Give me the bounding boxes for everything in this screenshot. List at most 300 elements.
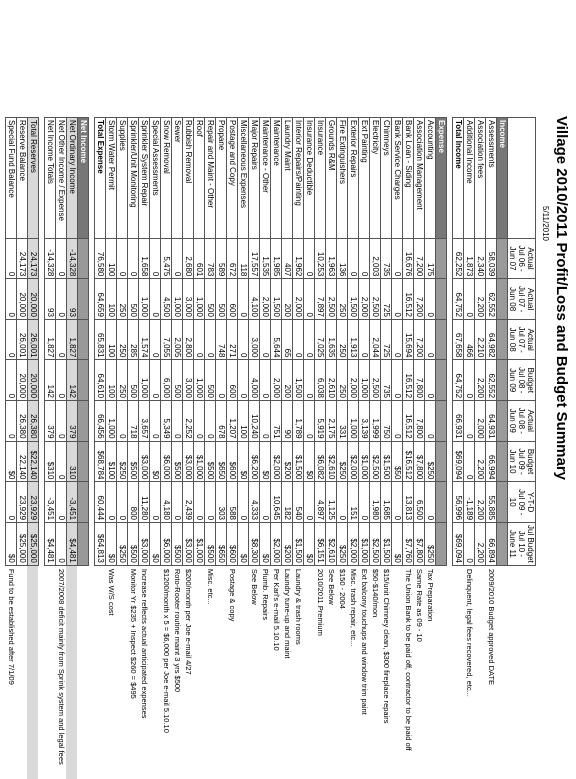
value-cell: 5,919: [315, 401, 326, 442]
column-header: Budget Jul 09 - Jun 10: [508, 441, 536, 482]
note-cell: Same Rate as 09 - 10: [414, 565, 425, 779]
value-cell: 0: [425, 401, 436, 442]
row-label: Additional Income: [464, 118, 475, 239]
value-cell: 0: [56, 360, 67, 401]
value-cell: 2,000: [293, 279, 304, 320]
value-cell: 379: [45, 401, 56, 442]
note-cell: Monitor Yr $235 + Inspect $260 = $495: [128, 565, 139, 779]
report-date: 5/11/2010: [541, 206, 550, 241]
value-cell: $0: [238, 523, 249, 566]
value-cell: $25,000: [28, 523, 39, 566]
value-cell: $500: [172, 441, 183, 482]
note-cell: The Union Bank to be paid off, contractor to be paid off: [403, 565, 414, 779]
note-cell: Roto-Rooter routine maint 3 yrs $500: [172, 565, 183, 779]
row-label: Major Repairs: [249, 118, 260, 239]
row-label: Roof: [194, 118, 205, 239]
value-cell: 751: [271, 401, 282, 442]
value-cell: 100: [106, 319, 117, 360]
column-header: Jul Budget Jul 10 - June 11: [508, 523, 536, 566]
value-cell: 0: [172, 401, 183, 442]
table-row: [128, 118, 139, 779]
value-cell: $0: [260, 441, 271, 482]
value-cell: 4,180: [161, 482, 172, 523]
value-cell: $0: [150, 523, 161, 566]
value-cell: 250: [117, 279, 128, 320]
value-cell: 1,999: [370, 401, 381, 442]
value-cell: 3,000: [183, 360, 194, 401]
table-row: [216, 118, 227, 779]
value-cell: $600: [227, 523, 238, 566]
value-cell: 600: [227, 360, 238, 401]
table-row: [271, 118, 282, 779]
value-cell: 76,580: [95, 238, 106, 279]
row-label: Net Income Totals: [45, 118, 56, 239]
table-row: [117, 118, 128, 779]
value-cell: [436, 319, 447, 360]
value-cell: 4,100: [249, 279, 260, 320]
note-cell: Plumb. Repairs: [260, 565, 271, 779]
value-cell: 0: [150, 319, 161, 360]
value-cell: 0: [56, 523, 67, 566]
value-cell: 0: [425, 279, 436, 320]
value-cell: 0: [150, 401, 161, 442]
table-row: [293, 118, 304, 779]
value-cell: 0: [304, 482, 315, 523]
value-cell: 0: [304, 319, 315, 360]
spacer-cell: [447, 118, 453, 779]
row-label: Association Management: [414, 118, 425, 239]
table-row: [381, 118, 392, 779]
table-row: [337, 118, 348, 779]
value-cell: 1,000: [348, 401, 359, 442]
value-cell: 7,200: [414, 319, 425, 360]
table-row: [326, 118, 337, 779]
value-cell: 0: [194, 482, 205, 523]
value-cell: 2,210: [475, 319, 486, 360]
spacer-cell: [39, 118, 45, 779]
row-label: Propane: [216, 118, 227, 239]
row-label: Storm Water Permit: [106, 118, 117, 239]
value-cell: 0: [6, 319, 17, 360]
value-cell: $500: [205, 523, 216, 566]
row-label: Accounting: [425, 118, 436, 239]
value-cell: 1,574: [139, 319, 150, 360]
value-cell: 725: [381, 319, 392, 360]
row-label: Chimneys: [381, 118, 392, 239]
value-cell: $50: [392, 441, 403, 482]
value-cell: $1,500: [293, 441, 304, 482]
value-cell: 783: [205, 238, 216, 279]
value-cell: 500: [128, 360, 139, 401]
value-cell: 250: [117, 360, 128, 401]
value-cell: 15,694: [403, 319, 414, 360]
row-label: Maintenance - Other: [260, 118, 271, 239]
value-cell: 379: [67, 401, 78, 442]
value-cell: $250: [337, 523, 348, 566]
value-cell: 303: [216, 482, 227, 523]
value-cell: $650: [216, 523, 227, 566]
table-row: [28, 118, 39, 779]
value-cell: 64,752: [453, 360, 464, 401]
note-cell: See Below: [326, 565, 337, 779]
value-cell: $22,140: [28, 441, 39, 482]
value-cell: $1,500: [381, 441, 392, 482]
value-cell: 0: [359, 238, 370, 279]
table-row: [497, 118, 508, 779]
value-cell: 0: [6, 238, 17, 279]
note-cell: [150, 565, 161, 779]
value-cell: 2,175: [326, 401, 337, 442]
row-label: Net Ordinary Income: [67, 118, 78, 239]
value-cell: $500: [128, 523, 139, 566]
value-cell: 0: [304, 401, 315, 442]
table-row: [436, 118, 447, 779]
value-cell: 100: [238, 401, 249, 442]
value-cell: [497, 441, 508, 482]
value-cell: 22,140: [17, 441, 28, 482]
page-title: Village 2010/2011 Profit/Loss and Budget Summary: [553, 116, 570, 481]
value-cell: $200: [282, 441, 293, 482]
value-cell: 0: [117, 482, 128, 523]
value-cell: 23,929: [17, 482, 28, 523]
value-cell: 1,789: [293, 401, 304, 442]
note-cell: [216, 565, 227, 779]
value-cell: 3,000: [183, 279, 194, 320]
value-cell: 540: [293, 482, 304, 523]
value-cell: 20,000: [28, 279, 39, 320]
value-cell: 331: [337, 401, 348, 442]
row-label: Grounds R&M: [326, 118, 337, 239]
row-label: Insurance: [315, 118, 326, 239]
value-cell: 735: [381, 238, 392, 279]
row-label: Rubbish Removal: [183, 118, 194, 239]
value-cell: 5,644: [271, 319, 282, 360]
value-cell: 466: [464, 319, 475, 360]
table-row: [238, 118, 249, 779]
value-cell: [78, 238, 89, 279]
value-cell: 0: [216, 360, 227, 401]
value-cell: 118: [238, 238, 249, 279]
row-label: Fire Extinguishers: [337, 118, 348, 239]
row-label: Postage and Copy: [227, 118, 238, 239]
value-cell: 66,894: [486, 523, 497, 566]
value-cell: 26,001: [28, 319, 39, 360]
value-cell: 67,658: [453, 319, 464, 360]
row-label: Net Income: [78, 118, 89, 239]
value-cell: 1,000: [106, 401, 117, 442]
table-row: [414, 118, 425, 779]
value-cell: 93: [67, 279, 78, 320]
value-cell: 0: [348, 238, 359, 279]
value-cell: 672: [227, 238, 238, 279]
value-cell: [497, 523, 508, 566]
value-cell: 64,982: [486, 319, 497, 360]
value-cell: $4,481: [45, 523, 56, 566]
value-cell: 1,000: [172, 279, 183, 320]
value-cell: 0: [172, 482, 183, 523]
value-cell: 60,444: [95, 482, 106, 523]
table-row: [56, 118, 67, 779]
value-cell: $7,800: [414, 441, 425, 482]
value-cell: 24,173: [28, 238, 39, 279]
value-cell: 56,996: [453, 482, 464, 523]
value-cell: 1,980: [370, 482, 381, 523]
value-cell: 1,000: [194, 360, 205, 401]
value-cell: 17,557: [249, 238, 260, 279]
value-cell: 66,994: [486, 441, 497, 482]
note-cell: [475, 565, 486, 779]
value-cell: [436, 360, 447, 401]
value-cell: 0: [56, 279, 67, 320]
value-cell: 0: [150, 360, 161, 401]
value-cell: 55,885: [486, 482, 497, 523]
value-cell: 62,552: [486, 279, 497, 320]
table-row: [359, 118, 370, 779]
value-cell: [497, 482, 508, 523]
value-cell: 0: [464, 523, 475, 566]
value-cell: 90: [282, 401, 293, 442]
value-cell: 250: [337, 279, 348, 320]
note-cell: [67, 565, 78, 779]
value-cell: 26,001: [17, 319, 28, 360]
value-cell: 0: [260, 401, 271, 442]
value-cell: 2,340: [475, 238, 486, 279]
value-cell: 1,985: [271, 238, 282, 279]
value-cell: 0: [6, 401, 17, 442]
table-row: [348, 118, 359, 779]
value-cell: [78, 482, 89, 523]
value-cell: 2,439: [183, 482, 194, 523]
table-row: [161, 118, 172, 779]
table-row: [304, 118, 315, 779]
note-cell: [95, 565, 106, 779]
row-label: Expense: [436, 118, 447, 239]
table-row: [227, 118, 238, 779]
value-cell: 4,000: [249, 360, 260, 401]
note-cell: Tax Preparation: [425, 565, 436, 779]
value-cell: 0: [205, 482, 216, 523]
row-label: Interior Repairs/Painting: [293, 118, 304, 239]
value-cell: 0: [205, 401, 216, 442]
value-cell: 16,676: [403, 238, 414, 279]
value-cell: 0: [238, 482, 249, 523]
value-cell: 2,200: [475, 523, 486, 566]
value-cell: 2,044: [370, 319, 381, 360]
value-cell: 2,000: [271, 360, 282, 401]
value-cell: 5,475: [161, 238, 172, 279]
value-cell: 142: [67, 360, 78, 401]
value-cell: $3,000: [183, 523, 194, 566]
value-cell: 0: [6, 482, 17, 523]
value-cell: 2,200: [475, 482, 486, 523]
value-cell: 748: [216, 319, 227, 360]
note-cell: $15/unit Chimney clean, $300 fireplace repairs: [381, 565, 392, 779]
value-cell: 0: [425, 360, 436, 401]
value-cell: 588: [227, 482, 238, 523]
value-cell: [78, 360, 89, 401]
value-cell: 64,752: [453, 279, 464, 320]
value-cell: $600: [227, 441, 238, 482]
row-label: Net Other Income / Expense: [56, 118, 67, 239]
value-cell: 0: [128, 238, 139, 279]
table-row: [392, 118, 403, 779]
note-cell: Laundry tune-up and maint: [282, 565, 293, 779]
value-cell: 0: [194, 319, 205, 360]
table-row: [403, 118, 414, 779]
value-cell: 0: [425, 319, 436, 360]
row-label: Income: [497, 118, 508, 239]
table-header-row: [508, 118, 536, 779]
value-cell: 2,005: [172, 319, 183, 360]
value-cell: $2,610: [326, 523, 337, 566]
value-cell: $6,000: [161, 523, 172, 566]
table-row: [282, 118, 293, 779]
value-cell: 500: [128, 279, 139, 320]
value-cell: 1,913: [348, 319, 359, 360]
value-cell: $0: [392, 523, 403, 566]
row-label: Laundry Maint: [282, 118, 293, 239]
value-cell: $16,512: [403, 441, 414, 482]
value-cell: 750: [381, 401, 392, 442]
value-cell: 0: [337, 482, 348, 523]
note-cell: [117, 565, 128, 779]
value-cell: 16,512: [403, 279, 414, 320]
value-cell: 2,003: [370, 238, 381, 279]
value-cell: $0: [6, 441, 17, 482]
value-cell: 0: [172, 238, 183, 279]
row-label: Total Income: [453, 118, 464, 239]
note-cell: Increase reflects actual anticipated expenses: [139, 565, 150, 779]
value-cell: 271: [227, 319, 238, 360]
value-cell: $3,000: [139, 523, 150, 566]
value-cell: 100: [106, 360, 117, 401]
value-cell: $250: [117, 523, 128, 566]
value-cell: 3,657: [139, 401, 150, 442]
value-cell: $1,000: [359, 523, 370, 566]
value-cell: 2,000: [348, 360, 359, 401]
value-cell: 6,000: [161, 360, 172, 401]
value-cell: 0: [464, 441, 475, 482]
value-cell: $25,000: [17, 523, 28, 566]
table-row: [139, 118, 150, 779]
table-row: [67, 118, 78, 779]
value-cell: $6,000: [161, 441, 172, 482]
table-row: [6, 118, 17, 779]
value-cell: 2,200: [475, 279, 486, 320]
value-cell: 0: [304, 279, 315, 320]
table-row: [425, 118, 436, 779]
value-cell: 2,000: [359, 279, 370, 320]
value-cell: $8,300: [249, 523, 260, 566]
table-body: [6, 118, 508, 779]
note-cell: Delinquent, legal fees recovered, etc...: [464, 565, 475, 779]
value-cell: $250: [425, 523, 436, 566]
value-cell: 500: [205, 279, 216, 320]
value-cell: 23,929: [28, 482, 39, 523]
note-cell: [436, 565, 447, 779]
note-cell: 2010/2011 Premium: [315, 565, 326, 779]
value-cell: 182: [282, 482, 293, 523]
value-cell: 20,000: [17, 360, 28, 401]
value-cell: $250: [337, 441, 348, 482]
value-cell: [497, 238, 508, 279]
column-header: Actual Jul 07 - Jun 08: [508, 279, 536, 320]
value-cell: 0: [464, 401, 475, 442]
value-cell: 0: [238, 279, 249, 320]
value-cell: $2,000: [271, 523, 282, 566]
value-cell: -3,451: [45, 482, 56, 523]
row-label: Bank Service Charges: [392, 118, 403, 239]
value-cell: 7,897: [315, 279, 326, 320]
value-cell: 62,252: [453, 238, 464, 279]
table-row: [78, 118, 89, 779]
value-cell: 250: [337, 360, 348, 401]
value-cell: 0: [56, 401, 67, 442]
value-cell: 310: [67, 441, 78, 482]
value-cell: $69,094: [453, 441, 464, 482]
value-cell: 0: [392, 238, 403, 279]
value-cell: 0: [6, 279, 17, 320]
value-cell: 0: [293, 319, 304, 360]
value-cell: $7,760: [403, 523, 414, 566]
column-header: Actual Jul 08 - Jun 09: [508, 401, 536, 442]
value-cell: 6,500: [414, 482, 425, 523]
value-cell: $6,082: [315, 441, 326, 482]
value-cell: 4,897: [315, 482, 326, 523]
note-cell: [392, 565, 403, 779]
value-cell: 0: [194, 401, 205, 442]
value-cell: 0: [205, 319, 216, 360]
value-cell: 285: [128, 319, 139, 360]
value-cell: [497, 319, 508, 360]
table-row: [183, 118, 194, 779]
value-cell: 100: [106, 279, 117, 320]
value-cell: 3,000: [249, 319, 260, 360]
value-cell: 65: [282, 319, 293, 360]
table-row: [194, 118, 205, 779]
value-cell: 0: [392, 279, 403, 320]
value-cell: 10,645: [271, 482, 282, 523]
value-cell: 6,038: [315, 360, 326, 401]
value-cell: 7,800: [414, 360, 425, 401]
value-cell: 1,963: [326, 238, 337, 279]
note-cell: Ext balcony touchups and window trim paint: [359, 565, 370, 779]
value-cell: [497, 360, 508, 401]
table-row: [453, 118, 464, 779]
note-cell: [17, 565, 28, 779]
value-cell: $1,000: [359, 441, 370, 482]
note-cell: $50-$140/mon: [370, 565, 381, 779]
row-label: Electricity: [370, 118, 381, 239]
value-cell: 1,500: [348, 279, 359, 320]
table-row: [447, 118, 453, 779]
value-cell: 142: [45, 360, 56, 401]
value-cell: [78, 441, 89, 482]
value-cell: 64,610: [95, 360, 106, 401]
row-label: Association fees: [475, 118, 486, 239]
value-cell: $68,784: [95, 441, 106, 482]
table-row: [249, 118, 260, 779]
table-row: [95, 118, 106, 779]
value-cell: 93: [45, 279, 56, 320]
table-row: [464, 118, 475, 779]
value-cell: 7,055: [161, 319, 172, 360]
value-cell: [78, 401, 89, 442]
value-cell: 0: [117, 401, 128, 442]
note-cell: Misc. trash repair, etc...: [348, 565, 359, 779]
value-cell: 13,813: [403, 482, 414, 523]
value-cell: 26,380: [28, 401, 39, 442]
